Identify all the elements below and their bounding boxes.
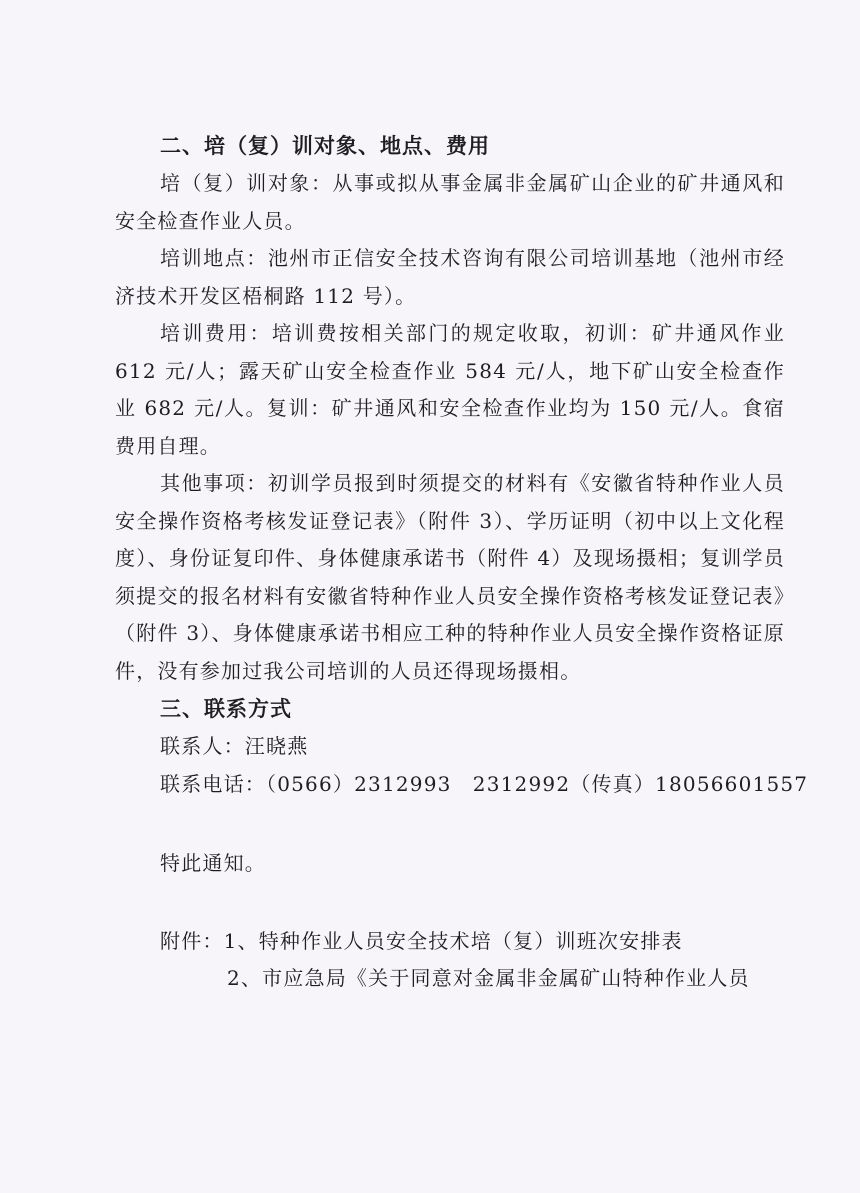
- section-2-heading: 二、培（复）训对象、地点、费用: [160, 134, 490, 158]
- spacer: [115, 803, 785, 845]
- training-fee-paragraph: 培训费用：培训费按相关部门的规定收取，初训：矿井通风作业 612 元/人；露天矿山安全检查作业 584 元/人，地下矿山安全检查作业 682 元/人。复训：矿井通风和安全检查作业均为 150 元/人。食宿费用自理。: [115, 321, 785, 458]
- contact-person: 联系人：汪晓燕: [160, 734, 309, 758]
- spacer: [115, 883, 785, 923]
- attachment-item-1: 附件：1、特种作业人员安全技术培（复）训班次安排表: [160, 928, 683, 953]
- attachment-item-2: 2、市应急局《关于同意对金属非金属矿山特种作业人员: [227, 966, 750, 990]
- closing-notice: 特此通知。: [160, 851, 266, 875]
- training-location-paragraph: 培训地点：池州市正信安全技术咨询有限公司培训基地（池州市经济技术开发区梧桐路 112 号）。: [115, 246, 785, 308]
- other-matters-paragraph: 其他事项：初训学员报到时须提交的材料有《安徽省特种作业人员安全操作资格考核发证登记表》（附件 3）、学历证明（初中以上文化程度）、身份证复印件、身体健康承诺书（附件 4）及现场摄相；复训学员须提交的报名材料有安徽省特种作业人员安全操作资格考核发证登记表》（附件 3）、身体健康承诺书相应工种的特种作业人员安全操作资格证原件，没有参加过我公司培训的人员还得现场摄相。: [115, 471, 785, 683]
- training-target-paragraph: 培（复）训对象：从事或拟从事金属非金属矿山企业的矿井通风和安全检查作业人员。: [115, 171, 785, 233]
- section-3-heading: 三、联系方式: [160, 697, 292, 721]
- contact-phone: 联系电话：（0566）2312993 2312992（传真）18056601557: [160, 771, 809, 796]
- document-body: [115, 127, 809, 998]
